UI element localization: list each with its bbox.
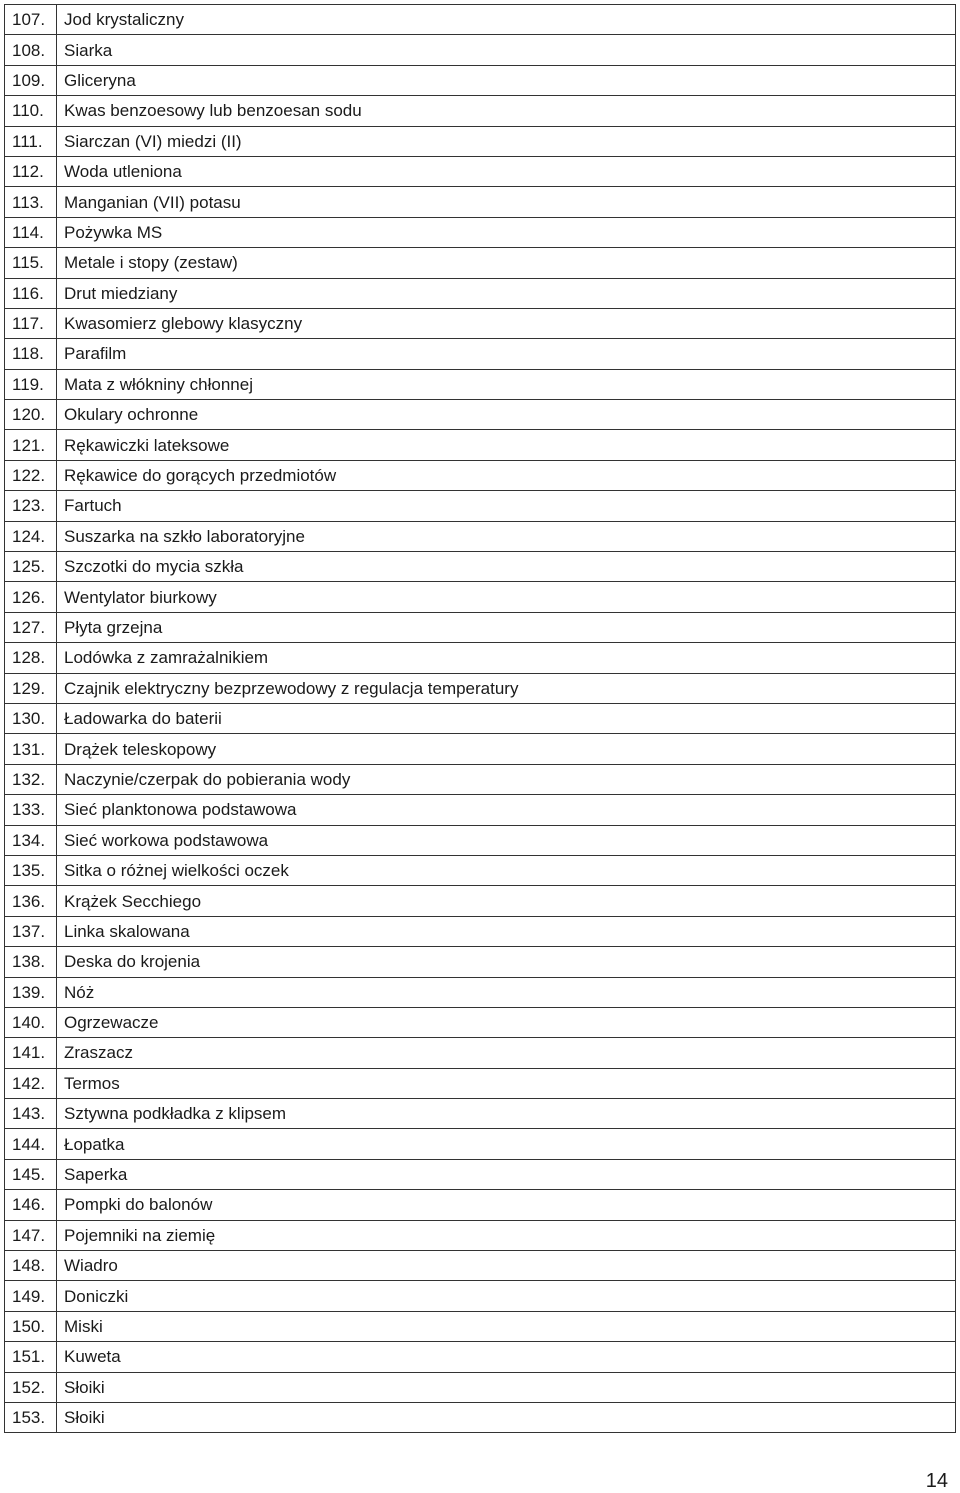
item-name-cell: Linka skalowana: [57, 916, 956, 946]
item-number-cell: 126.: [5, 582, 57, 612]
item-name-cell: Wentylator biurkowy: [57, 582, 956, 612]
table-row: [5, 460, 956, 490]
item-number-cell: 135.: [5, 855, 57, 885]
item-number-cell: 117.: [5, 308, 57, 338]
item-name-cell: Sieć planktonowa podstawowa: [57, 795, 956, 825]
item-number-cell: 116.: [5, 278, 57, 308]
item-number-cell: 124.: [5, 521, 57, 551]
item-number-cell: 141.: [5, 1038, 57, 1068]
item-name-cell: Nóż: [57, 977, 956, 1007]
table-row: [5, 1281, 956, 1311]
table-row: [5, 612, 956, 642]
item-number-cell: 129.: [5, 673, 57, 703]
item-name-cell: Parafilm: [57, 339, 956, 369]
item-number-cell: 107.: [5, 5, 57, 35]
table-row: [5, 886, 956, 916]
table-row: [5, 1402, 956, 1432]
item-name-cell: Okulary ochronne: [57, 400, 956, 430]
item-name-cell: Szczotki do mycia szkła: [57, 552, 956, 582]
item-number-cell: 148.: [5, 1251, 57, 1281]
item-number-cell: 120.: [5, 400, 57, 430]
item-name-cell: Łopatka: [57, 1129, 956, 1159]
table-row: [5, 1099, 956, 1129]
item-number-cell: 140.: [5, 1007, 57, 1037]
item-number-cell: 128.: [5, 643, 57, 673]
table-row: [5, 795, 956, 825]
table-row: [5, 1372, 956, 1402]
item-name-cell: Termos: [57, 1068, 956, 1098]
item-number-cell: 112.: [5, 156, 57, 186]
item-name-cell: Kuweta: [57, 1342, 956, 1372]
item-number-cell: 119.: [5, 369, 57, 399]
item-name-cell: Manganian (VII) potasu: [57, 187, 956, 217]
item-name-cell: Wiadro: [57, 1251, 956, 1281]
table-row: [5, 217, 956, 247]
item-name-cell: Kwas benzoesowy lub benzoesan sodu: [57, 96, 956, 126]
table-row: [5, 400, 956, 430]
item-name-cell: Czajnik elektryczny bezprzewodowy z regulacja temperatury: [57, 673, 956, 703]
item-name-cell: Drut miedziany: [57, 278, 956, 308]
item-number-cell: 142.: [5, 1068, 57, 1098]
item-number-cell: 136.: [5, 886, 57, 916]
table-row: [5, 643, 956, 673]
item-number-cell: 134.: [5, 825, 57, 855]
item-number-cell: 139.: [5, 977, 57, 1007]
item-number-cell: 127.: [5, 612, 57, 642]
table-row: [5, 5, 956, 35]
item-name-cell: Doniczki: [57, 1281, 956, 1311]
item-number-cell: 114.: [5, 217, 57, 247]
item-name-cell: Sitka o różnej wielkości oczek: [57, 855, 956, 885]
table-row: [5, 1007, 956, 1037]
table-row: [5, 916, 956, 946]
item-number-cell: 133.: [5, 795, 57, 825]
table-row: [5, 126, 956, 156]
item-number-cell: 146.: [5, 1190, 57, 1220]
item-name-cell: Pożywka MS: [57, 217, 956, 247]
item-number-cell: 137.: [5, 916, 57, 946]
table-row: [5, 278, 956, 308]
item-number-cell: 149.: [5, 1281, 57, 1311]
page-number: 14: [925, 1470, 948, 1492]
item-name-cell: Gliceryna: [57, 65, 956, 95]
item-name-cell: Kwasomierz glebowy klasyczny: [57, 308, 956, 338]
table-row: [5, 764, 956, 794]
item-name-cell: Jod krystaliczny: [57, 5, 956, 35]
table-row: [5, 96, 956, 126]
table-row: [5, 734, 956, 764]
table-row: [5, 703, 956, 733]
table-row: [5, 1342, 956, 1372]
table-row: [5, 430, 956, 460]
table-row: [5, 187, 956, 217]
item-name-cell: Saperka: [57, 1159, 956, 1189]
table-row: [5, 1220, 956, 1250]
table-row: [5, 1311, 956, 1341]
table-row: [5, 156, 956, 186]
item-number-cell: 130.: [5, 703, 57, 733]
item-number-cell: 118.: [5, 339, 57, 369]
table-row: [5, 35, 956, 65]
table-row: [5, 977, 956, 1007]
table-row: [5, 369, 956, 399]
item-number-cell: 150.: [5, 1311, 57, 1341]
item-number-cell: 132.: [5, 764, 57, 794]
item-number-cell: 145.: [5, 1159, 57, 1189]
item-name-cell: Pompki do balonów: [57, 1190, 956, 1220]
item-number-cell: 122.: [5, 460, 57, 490]
item-number-cell: 109.: [5, 65, 57, 95]
table-row: [5, 673, 956, 703]
item-name-cell: Płyta grzejna: [57, 612, 956, 642]
table-row: [5, 248, 956, 278]
item-number-cell: 123.: [5, 491, 57, 521]
item-number-cell: 144.: [5, 1129, 57, 1159]
item-name-cell: Woda utleniona: [57, 156, 956, 186]
table-row: [5, 65, 956, 95]
table-row: [5, 552, 956, 582]
table-row: [5, 1038, 956, 1068]
item-name-cell: Suszarka na szkło laboratoryjne: [57, 521, 956, 551]
table-row: [5, 582, 956, 612]
table-row: [5, 825, 956, 855]
item-name-cell: Siarczan (VI) miedzi (II): [57, 126, 956, 156]
item-number-cell: 151.: [5, 1342, 57, 1372]
item-number-cell: 147.: [5, 1220, 57, 1250]
items-table: [4, 4, 956, 1433]
table-row: [5, 1159, 956, 1189]
item-name-cell: Drążek teleskopowy: [57, 734, 956, 764]
table-row: [5, 1190, 956, 1220]
item-number-cell: 110.: [5, 96, 57, 126]
table-row: [5, 1068, 956, 1098]
item-name-cell: Krążek Secchiego: [57, 886, 956, 916]
item-name-cell: Fartuch: [57, 491, 956, 521]
table-row: [5, 1129, 956, 1159]
item-name-cell: Naczynie/czerpak do pobierania wody: [57, 764, 956, 794]
item-number-cell: 152.: [5, 1372, 57, 1402]
item-number-cell: 113.: [5, 187, 57, 217]
table-row: [5, 339, 956, 369]
item-name-cell: Sieć workowa podstawowa: [57, 825, 956, 855]
item-name-cell: Ogrzewacze: [57, 1007, 956, 1037]
item-name-cell: Ładowarka do baterii: [57, 703, 956, 733]
item-name-cell: Lodówka z zamrażalnikiem: [57, 643, 956, 673]
item-name-cell: Sztywna podkładka z klipsem: [57, 1099, 956, 1129]
item-number-cell: 108.: [5, 35, 57, 65]
item-number-cell: 121.: [5, 430, 57, 460]
item-number-cell: 143.: [5, 1099, 57, 1129]
item-name-cell: Siarka: [57, 35, 956, 65]
item-number-cell: 115.: [5, 248, 57, 278]
table-row: [5, 308, 956, 338]
item-name-cell: Mata z włókniny chłonnej: [57, 369, 956, 399]
table-row: [5, 855, 956, 885]
item-name-cell: Deska do krojenia: [57, 947, 956, 977]
items-table-body: [5, 5, 956, 1433]
item-name-cell: Zraszacz: [57, 1038, 956, 1068]
item-name-cell: Słoiki: [57, 1402, 956, 1432]
table-row: [5, 1251, 956, 1281]
item-name-cell: Słoiki: [57, 1372, 956, 1402]
item-number-cell: 125.: [5, 552, 57, 582]
item-number-cell: 131.: [5, 734, 57, 764]
item-number-cell: 138.: [5, 947, 57, 977]
item-name-cell: Rękawice do gorących przedmiotów: [57, 460, 956, 490]
item-name-cell: Miski: [57, 1311, 956, 1341]
item-name-cell: Rękawiczki lateksowe: [57, 430, 956, 460]
table-row: [5, 521, 956, 551]
table-row: [5, 947, 956, 977]
item-number-cell: 111.: [5, 126, 57, 156]
item-name-cell: Pojemniki na ziemię: [57, 1220, 956, 1250]
item-name-cell: Metale i stopy (zestaw): [57, 248, 956, 278]
table-row: [5, 491, 956, 521]
item-number-cell: 153.: [5, 1402, 57, 1432]
